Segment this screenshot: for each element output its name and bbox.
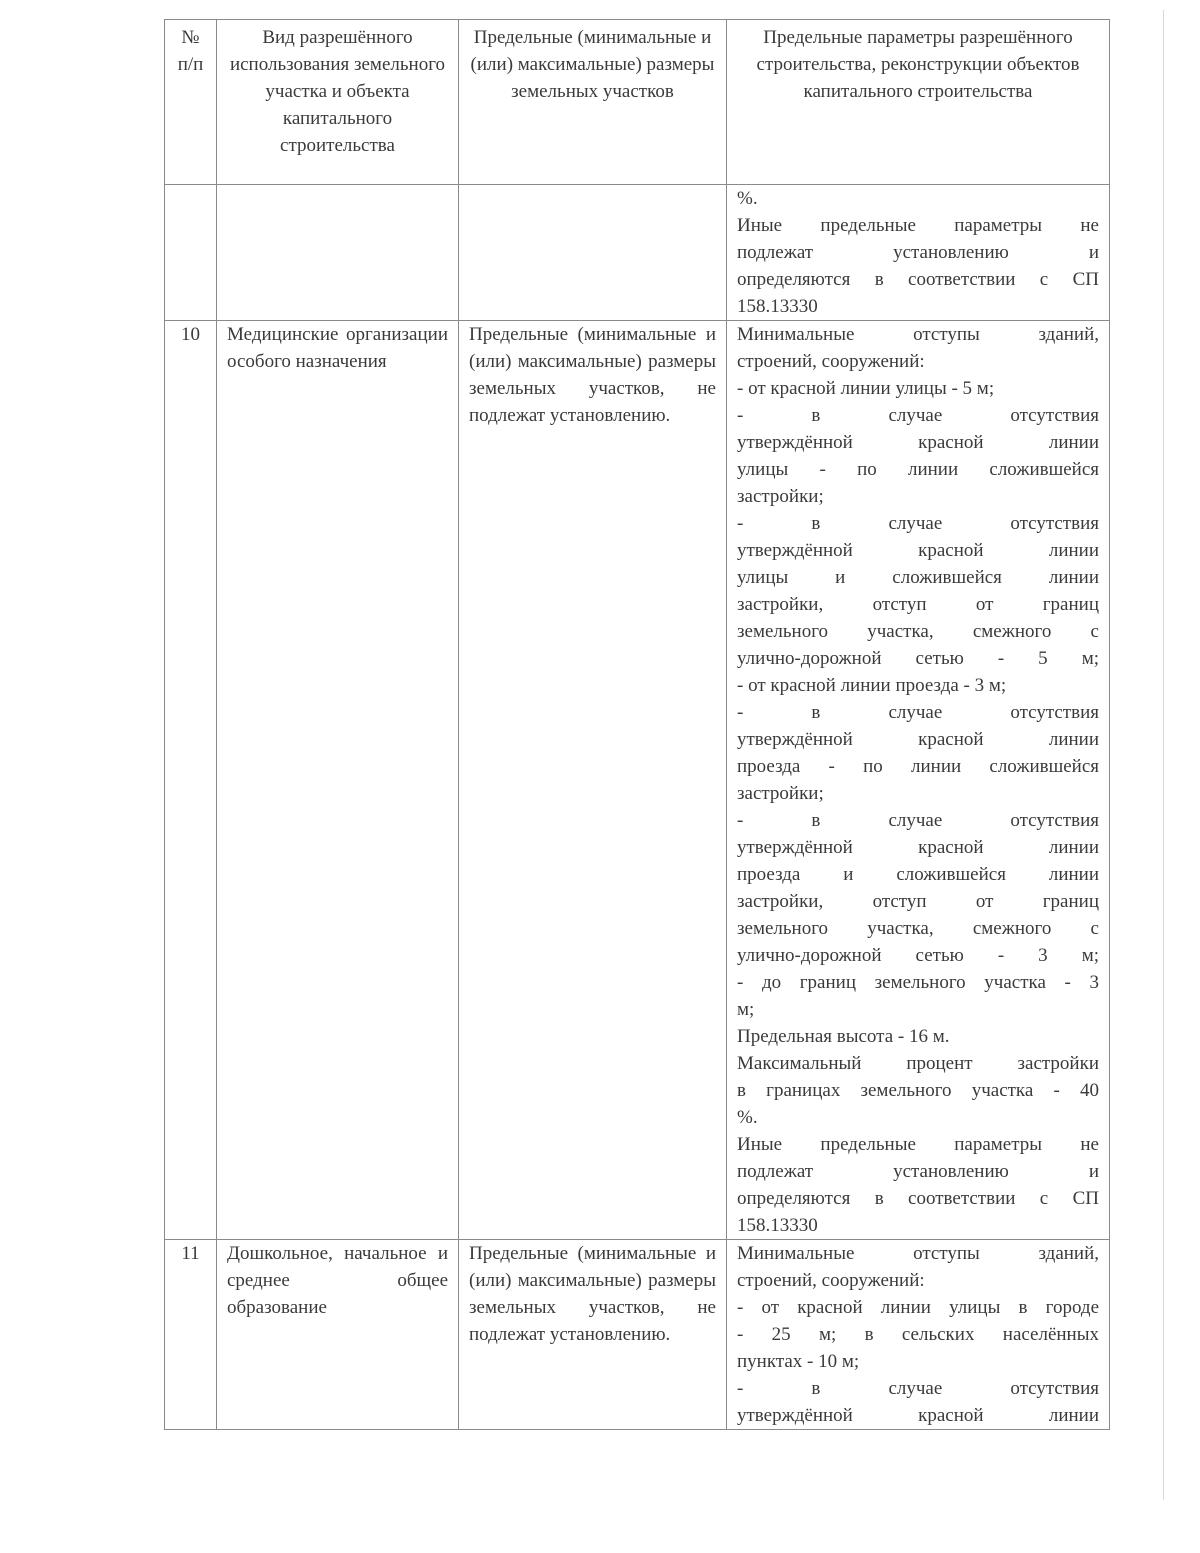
param-line: застройки, отступ от границ (737, 594, 1099, 615)
table-header-row (165, 20, 1110, 185)
param-line: улично-дорожной сетью - 3 м; (737, 945, 1099, 966)
land-use-table (164, 19, 1110, 1430)
param-line: Минимальные отступы зданий, (737, 1243, 1099, 1264)
param-line: застройки, отступ от границ (737, 891, 1099, 912)
cell-use-type (217, 185, 459, 321)
param-line: утверждённой красной линии (737, 540, 1099, 561)
param-line: Иные предельные параметры не (737, 215, 1099, 236)
param-line: - в случае отсутствия (737, 513, 1099, 534)
param-line: подлежат установлению и (737, 242, 1099, 263)
row-use-type: Дошкольное, начальное и среднее общее образование (217, 1240, 459, 1430)
row-use-type: Медицинские организации особого назначения (217, 321, 459, 1240)
param-line: - от красной линии проезда - 3 м; (737, 675, 1007, 696)
row-params (727, 321, 1110, 1240)
scan-edge-line (1163, 10, 1164, 1500)
header-plot-size: Предельные (минимальные и (или) максимальные) размеры земельных участков (459, 20, 727, 185)
param-line: подлежат установлению и (737, 1161, 1099, 1182)
param-line: улицы - по линии сложившейся (737, 459, 1099, 480)
param-line: земельного участка, смежного с (737, 621, 1099, 642)
param-line: - в случае отсутствия (737, 810, 1099, 831)
param-line: земельного участка, смежного с (737, 918, 1099, 939)
row-number: 10 (165, 321, 217, 1240)
header-construction-params: Предельные параметры разрешённого строительства, реконструкции объектов капитального строительства (727, 20, 1110, 185)
param-line: утверждённой красной линии (737, 1405, 1099, 1426)
param-line: %. (737, 1107, 758, 1128)
param-line: Максимальный процент застройки (737, 1053, 1099, 1074)
param-line: - в случае отсутствия (737, 1378, 1099, 1399)
param-line: - в случае отсутствия (737, 405, 1099, 426)
param-line: утверждённой красной линии (737, 729, 1099, 750)
row-plot-size: Предельные (минимальные и (или) максимальные) размеры земельных участков, не подлежат установлению. (459, 1240, 727, 1430)
table-row (165, 1240, 1110, 1430)
header-use-type: Вид разрешённого использования земельного участка и объекта капитального строительства (217, 20, 459, 185)
param-line: - от красной линии улицы в городе (737, 1297, 1099, 1318)
param-line: утверждённой красной линии (737, 432, 1099, 453)
param-line: строений, сооружений: (737, 1270, 925, 1291)
row-number: 11 (165, 1240, 217, 1430)
param-line: - 25 м; в сельских населённых (737, 1324, 1099, 1345)
param-line: утверждённой красной линии (737, 837, 1099, 858)
row-params (727, 1240, 1110, 1430)
cell-number (165, 185, 217, 321)
row-plot-size: Предельные (минимальные и (или) максимальные) размеры земельных участков, не подлежат установлению. (459, 321, 727, 1240)
param-line: Минимальные отступы зданий, (737, 324, 1099, 345)
param-line: %. (737, 188, 758, 209)
param-line: Иные предельные параметры не (737, 1134, 1099, 1155)
param-line: определяются в соответствии с СП (737, 1188, 1099, 1209)
header-number: № п/п (165, 20, 217, 185)
param-line: - в случае отсутствия (737, 702, 1099, 723)
param-line: - до границ земельного участка - 3 (737, 972, 1099, 993)
param-line: - от красной линии улицы - 5 м; (737, 378, 995, 399)
param-line: улично-дорожной сетью - 5 м; (737, 648, 1099, 669)
param-line: проезда - по линии сложившейся (737, 756, 1099, 777)
param-line: застройки; (737, 486, 824, 507)
param-line: проезда и сложившейся линии (737, 864, 1099, 885)
param-line: определяются в соответствии с СП (737, 269, 1099, 290)
param-line: Предельная высота - 16 м. (737, 1026, 950, 1047)
param-line: строений, сооружений: (737, 351, 925, 372)
param-line: пунктах - 10 м; (737, 1351, 860, 1372)
cell-params (727, 185, 1110, 321)
param-line: улицы и сложившейся линии (737, 567, 1099, 588)
table-row (165, 321, 1110, 1240)
cell-plot-size (459, 185, 727, 321)
param-line: 158.13330 (737, 296, 818, 317)
param-line: в границах земельного участка - 40 (737, 1080, 1099, 1101)
param-line: 158.13330 (737, 1215, 818, 1236)
param-line: застройки; (737, 783, 824, 804)
table-row-continued (165, 185, 1110, 321)
param-line: м; (737, 999, 755, 1020)
